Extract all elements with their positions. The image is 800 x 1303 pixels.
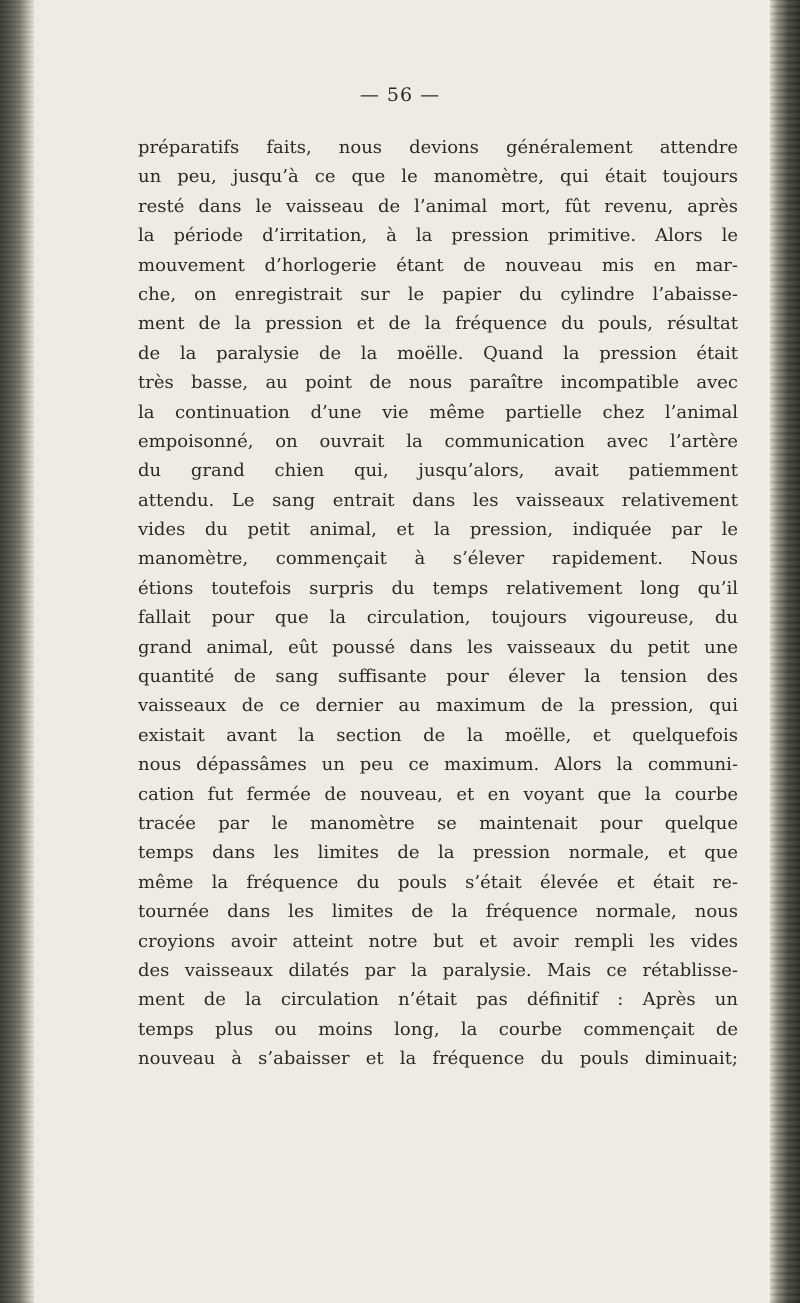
- text-line: vaisseaux de ce dernier au maximum de la pression, qui: [138, 695, 738, 717]
- text-line: existait avant la section de la moëlle, et quelquefois: [138, 724, 738, 746]
- text-line: étions toutefois surpris du temps relativement long qu’il: [138, 577, 738, 599]
- text-line: vides du petit animal, et la pression, indiquée par le: [138, 519, 738, 541]
- page-edge-shadow: [770, 0, 800, 1303]
- text-line: attendu. Le sang entrait dans les vaisseaux relativement: [138, 489, 738, 511]
- text-line: préparatifs faits, nous devions généralement attendre: [138, 137, 738, 158]
- text-line: quantité de sang suffisante pour élever la tension des: [138, 666, 738, 688]
- book-binding-edge: [0, 0, 34, 1303]
- text-line: la période d’irritation, à la pression primitive. Alors le: [138, 225, 738, 247]
- text-line: cation fut fermée de nouveau, et en voyant que la courbe: [138, 783, 738, 805]
- text-line: resté dans le vaisseau de l’animal mort, fût revenu, après: [138, 195, 738, 217]
- text-line: croyions avoir atteint notre but et avoir rempli les vides: [138, 930, 738, 952]
- text-line: du grand chien qui, jusqu’alors, avait patiemment: [138, 460, 738, 482]
- text-line: temps dans les limites de la pression normale, et que: [138, 842, 738, 864]
- text-line: tournée dans les limites de la fréquence normale, nous: [138, 901, 738, 923]
- text-line: che, on enregistrait sur le papier du cylindre l’abaisse-: [138, 283, 738, 305]
- text-line: très basse, au point de nous paraître incompatible avec: [138, 372, 738, 394]
- text-line: un peu, jusqu’à ce que le manomètre, qui était toujours: [138, 166, 738, 188]
- text-line: manomètre, commençait à s’élever rapidement. Nous: [138, 548, 738, 570]
- text-line: tracée par le manomètre se maintenait pour quelque: [138, 812, 738, 834]
- text-line: ment de la circulation n’était pas définitif : Après un: [138, 989, 738, 1011]
- text-line: nous dépassâmes un peu ce maximum. Alors la communi-: [138, 754, 738, 776]
- text-line: ment de la pression et de la fréquence du pouls, résultat: [138, 313, 738, 335]
- text-line: temps plus ou moins long, la courbe commençait de: [138, 1018, 738, 1040]
- body-text: [138, 133, 738, 1074]
- page-number: — 56 —: [359, 84, 441, 106]
- text-line: grand animal, eût poussé dans les vaisseaux du petit une: [138, 636, 738, 658]
- text-line: empoisonné, on ouvrait la communication avec l’artère: [138, 430, 738, 452]
- text-line: de la paralysie de la moëlle. Quand la pression était: [138, 342, 738, 364]
- text-line: des vaisseaux dilatés par la paralysie. Mais ce rétablisse-: [138, 959, 738, 981]
- text-line: la continuation d’une vie même partielle chez l’animal: [138, 401, 738, 423]
- text-line: nouveau à s’abaisser et la fréquence du pouls diminuait;: [138, 1048, 738, 1070]
- text-line: même la fréquence du pouls s’était élevée et était re-: [138, 871, 738, 893]
- text-line: fallait pour que la circulation, toujours vigoureuse, du: [138, 607, 738, 629]
- text-line: mouvement d’horlogerie étant de nouveau mis en mar-: [138, 254, 738, 276]
